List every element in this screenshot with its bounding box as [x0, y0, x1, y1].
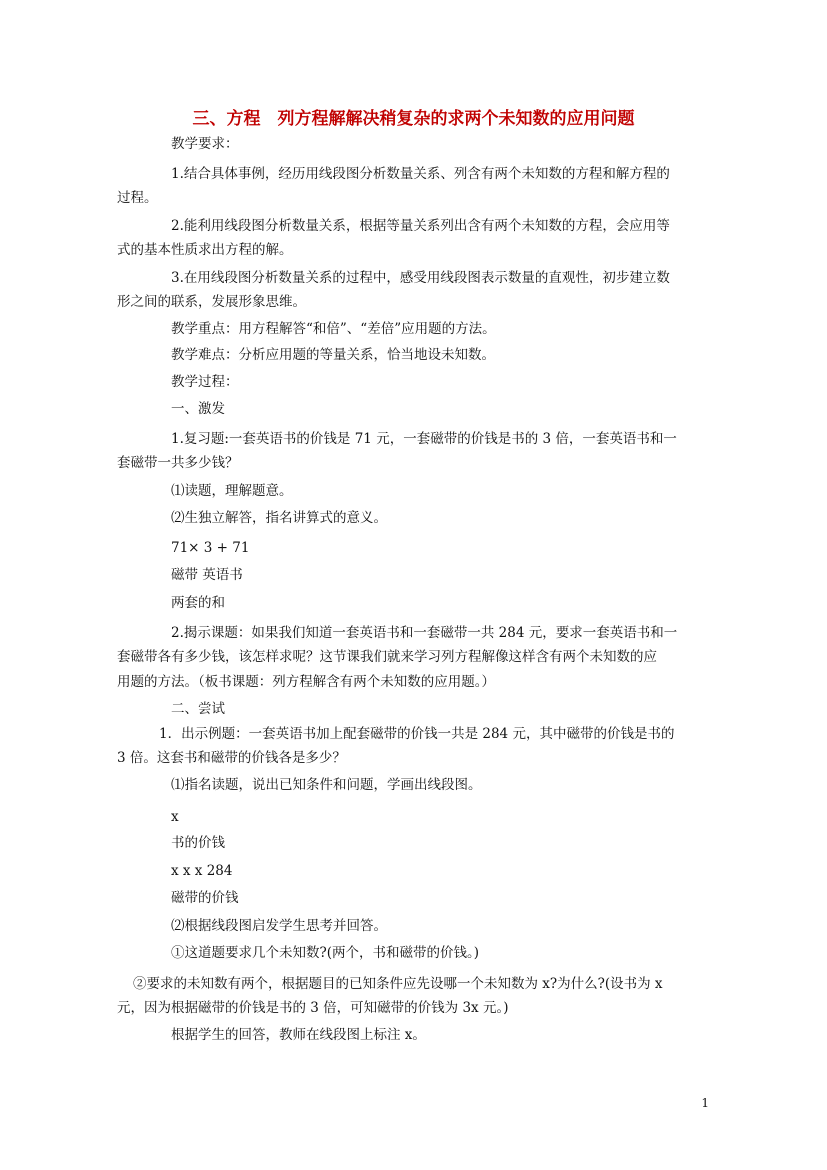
- text-line: ⑵根据线段图启发学生思考并回答。: [171, 918, 387, 934]
- text-line: 套磁带一共多少钱？: [117, 455, 239, 471]
- text-line: 根据学生的回答，教师在线段图上标注 x。: [171, 1027, 426, 1043]
- text-line: 式的基本性质求出方程的解。: [117, 242, 293, 258]
- text-line: ②要求的未知数有两个，根据题目的已知条件应先设哪一个未知数为 x?为什么?(设书为 x: [133, 976, 663, 992]
- section-heading: 二、尝试: [171, 701, 225, 717]
- diagram-label: 书的价钱: [171, 835, 225, 851]
- text-line: 1．出示例题：一套英语书加上配套磁带的价钱一共是 284 元，其中磁带的价钱是书的: [159, 726, 675, 742]
- text-line: 教学要求：: [171, 136, 239, 152]
- text-line: 2.能利用线段图分析数量关系，根据等量关系列出含有两个未知数的方程，会应用等: [171, 218, 670, 234]
- text-line: ⑴读题，理解题意。: [171, 483, 293, 499]
- text-line: 套磁带各有多少钱，该怎样求呢？这节课我们就来学习列方程解像这样含有两个未知数的应: [117, 649, 657, 665]
- text-line: 教学重点：用方程解答“和倍”、“差倍”应用题的方法。: [171, 321, 496, 337]
- text-line: 2.揭示课题：如果我们知道一套英语书和一套磁带一共 284 元，要求一套英语书和一: [171, 625, 678, 641]
- text-line: 1.复习题:一套英语书的价钱是 71 元，一套磁带的价钱是书的 3 倍，一套英语书和一: [171, 431, 677, 447]
- page-number: 1: [701, 1096, 709, 1110]
- text-line: 形之间的联系，发展形象思维。: [117, 294, 306, 310]
- text-line: ①这道题要求几个未知数?(两个，书和磁带的价钱。): [171, 945, 480, 961]
- text-line: 教学过程：: [171, 374, 239, 390]
- diagram-label: x: [171, 809, 179, 825]
- diagram-label: 磁带的价钱: [171, 890, 239, 906]
- text-line: 用题的方法。（板书课题：列方程解含有两个未知数的应用题。）: [117, 674, 495, 690]
- text-line: 3 倍。这套书和磁带的价钱各是多少？: [117, 750, 346, 766]
- page-title: 三、方程 列方程解解决稍复杂的求两个未知数的应用问题: [192, 109, 635, 129]
- text-line: ⑵生独立解答，指名讲算式的意义。: [171, 510, 387, 526]
- text-line: 两套的和: [171, 595, 225, 611]
- text-line: 教学难点：分析应用题的等量关系，恰当地设未知数。: [171, 347, 495, 363]
- text-line: ⑴指名读题，说出已知条件和问题，学画出线段图。: [171, 777, 482, 793]
- diagram-label: x x x 284: [171, 863, 233, 879]
- section-heading: 一、激发: [171, 401, 225, 417]
- text-line: 元，因为根据磁带的价钱是书的 3 倍，可知磁带的价钱为 3x 元。): [117, 1000, 509, 1016]
- formula-line: 71× 3 + 71: [171, 540, 250, 556]
- text-line: 磁带 英语书: [171, 567, 243, 583]
- text-line: 过程。: [117, 190, 158, 206]
- text-line: 3.在用线段图分析数量关系的过程中，感受用线段图表示数量的直观性，初步建立数: [171, 270, 670, 286]
- text-line: 1.结合具体事例，经历用线段图分析数量关系、列含有两个未知数的方程和解方程的: [171, 166, 670, 182]
